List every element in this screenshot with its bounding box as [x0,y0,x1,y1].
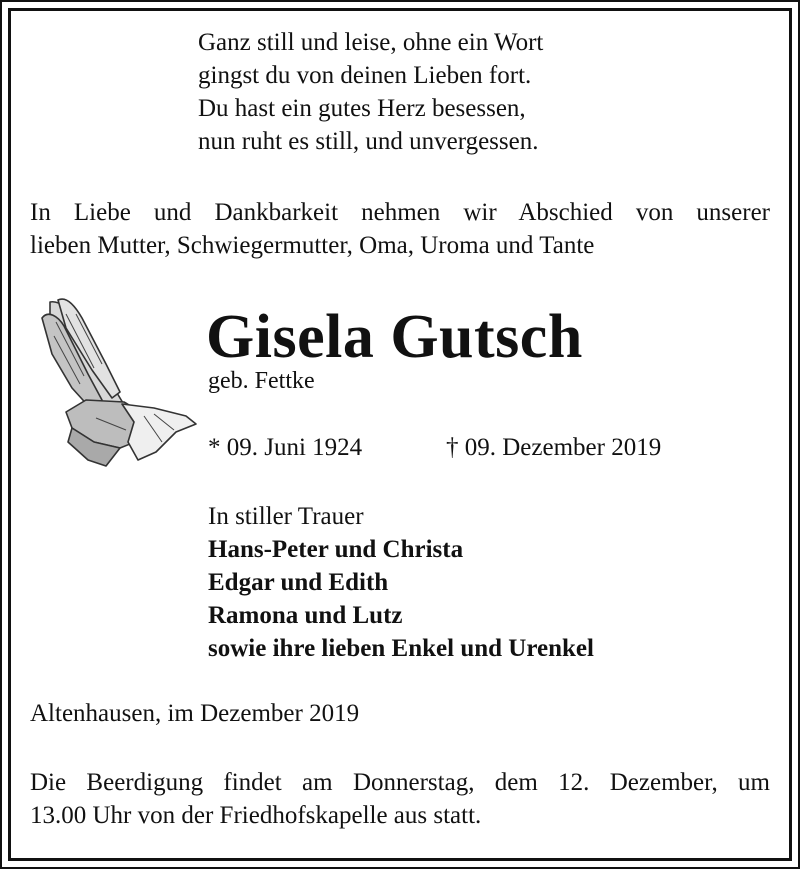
intro-text [30,196,770,262]
funeral-notice [30,766,770,832]
birth-date: * 09. Juni 1924 [208,434,363,461]
maiden-name: geb. Fettke [208,368,315,394]
mourner-name: sowie ihre lieben Enkel und Urenkel [208,635,594,662]
intro-line: lieben Mutter, Schwiegermutter, Oma, Uroma und Tante [30,232,595,259]
deceased-name: Gisela Gutsch [206,303,583,371]
poem-line: nun ruht es still, und unvergessen. [198,128,539,155]
mourner-name: Edgar und Edith [208,569,389,596]
mourner-name: Hans-Peter und Christa [208,536,464,563]
place-date: Altenhausen, im Dezember 2019 [30,700,360,727]
poem [198,26,543,158]
poem-line: Du hast ein gutes Herz besessen, [198,95,526,122]
poem-line: Ganz still und leise, ohne ein Wort [198,29,544,56]
poem-line: gingst du von deinen Lieben fort. [198,62,532,89]
funeral-line: Die Beerdigung findet am Donnerstag, dem 12. Dezember, um [30,769,770,796]
mourners-block [208,500,594,665]
praying-hands-icon [36,292,198,472]
death-date: † 09. Dezember 2019 [446,434,662,461]
mourner-name: Ramona und Lutz [208,602,403,629]
funeral-line: 13.00 Uhr von der Friedhofskapelle aus statt. [30,802,482,829]
intro-line: In Liebe und Dankbarkeit nehmen wir Abschied von unserer [30,199,770,226]
mourners-heading: In stiller Trauer [208,503,364,530]
